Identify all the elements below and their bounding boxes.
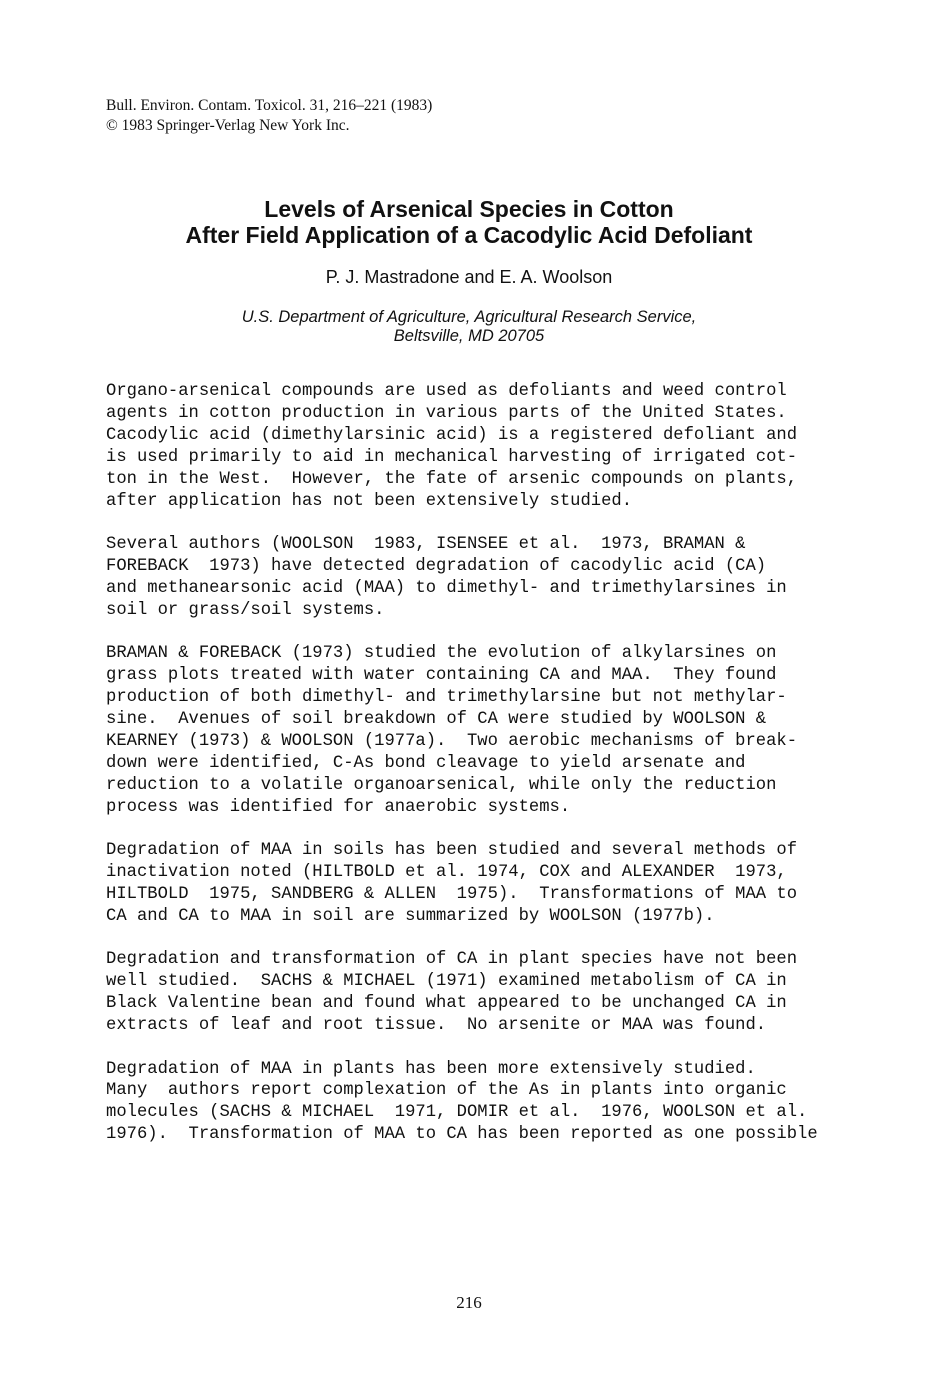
- paragraph: [106, 840, 866, 928]
- text-line: after application has not been extensively studied.: [106, 491, 633, 511]
- text-line: Degradation of MAA in soils has been studied and several methods of: [106, 841, 798, 861]
- authors: P. J. Mastradone and E. A. Woolson: [325, 267, 613, 287]
- text-line: HILTBOLD 1975, SANDBERG & ALLEN 1975). Transformations of MAA to: [106, 884, 798, 904]
- text-line: extracts of leaf and root tissue. No arsenite or MAA was found.: [106, 1016, 767, 1036]
- copyright-line: © 1983 Springer-Verlag New York Inc.: [106, 117, 350, 134]
- text-line: sine. Avenues of soil breakdown of CA were studied by WOOLSON &: [106, 709, 767, 729]
- text-line: process was identified for anaerobic systems.: [106, 797, 571, 817]
- article-title: [0, 196, 938, 248]
- text-line: Degradation of MAA in plants has been more extensively studied.: [106, 1059, 756, 1079]
- paragraph: [106, 1059, 866, 1147]
- text-line: down were identified, C-As bond cleavage to yield arsenate and: [106, 753, 746, 773]
- title-line-2: After Field Application of a Cacodylic Acid Defoliant: [185, 222, 753, 248]
- page-number: 216: [456, 1293, 482, 1312]
- text-line: Many authors report complexation of the As in plants into organic: [106, 1081, 787, 1101]
- text-line: Several authors (WOOLSON 1983, ISENSEE et al. 1973, BRAMAN &: [106, 535, 746, 555]
- text-line: CA and CA to MAA in soil are summarized by WOOLSON (1977b).: [106, 906, 715, 926]
- text-line: FOREBACK 1973) have detected degradation of cacodylic acid (CA): [106, 556, 767, 576]
- affiliation-line-1: U.S. Department of Agriculture, Agricultural Research Service,: [241, 308, 697, 326]
- article-body: [106, 381, 866, 1168]
- paragraph: [106, 534, 866, 622]
- text-line: production of both dimethyl- and trimethylarsine but not methylar-: [106, 688, 787, 708]
- text-line: Organo-arsenical compounds are used as defoliants and weed control: [106, 382, 787, 401]
- text-line: and methanearsonic acid (MAA) to dimethyl- and trimethylarsines in: [106, 578, 787, 598]
- text-line: grass plots treated with water containing CA and MAA. They found: [106, 666, 777, 686]
- text-line: Black Valentine bean and found what appeared to be unchanged CA in: [106, 994, 787, 1014]
- text-line: agents in cotton production in various parts of the United States.: [106, 403, 787, 423]
- title-line-1: Levels of Arsenical Species in Cotton: [264, 196, 674, 222]
- paragraph: [106, 949, 866, 1037]
- text-line: soil or grass/soil systems.: [106, 600, 385, 620]
- affiliation-line-2: Beltsville, MD 20705: [393, 327, 545, 345]
- text-line: Degradation and transformation of CA in plant species have not been: [106, 950, 798, 970]
- text-line: inactivation noted (HILTBOLD et al. 1974, COX and ALEXANDER 1973,: [106, 863, 787, 882]
- text-line: ton in the West. However, the fate of arsenic compounds on plants,: [106, 469, 798, 489]
- text-line: is used primarily to aid in mechanical harvesting of irrigated cot-: [106, 447, 798, 467]
- text-line: Cacodylic acid (dimethylarsinic acid) is a registered defoliant and: [106, 425, 798, 445]
- text-line: 1976). Transformation of MAA to CA has been reported as one possible: [106, 1125, 818, 1145]
- citation-line-1: Bull. Environ. Contam. Toxicol. 31, 216–221 (1983): [106, 97, 433, 114]
- affiliation: [0, 308, 938, 346]
- text-line: well studied. SACHS & MICHAEL (1971) examined metabolism of CA in: [106, 972, 787, 992]
- text-line: reduction to a volatile organoarsenical, while only the reduction: [106, 775, 777, 795]
- text-line: KEARNEY (1973) & WOOLSON (1977a). Two aerobic mechanisms of break-: [106, 731, 798, 751]
- paragraph: [106, 381, 866, 512]
- journal-citation: [106, 96, 432, 136]
- text-line: molecules (SACHS & MICHAEL 1971, DOMIR et al. 1976, WOOLSON et al.: [106, 1103, 808, 1123]
- text-line: BRAMAN & FOREBACK (1973) studied the evolution of alkylarsines on: [106, 644, 777, 664]
- paragraph: [106, 643, 866, 818]
